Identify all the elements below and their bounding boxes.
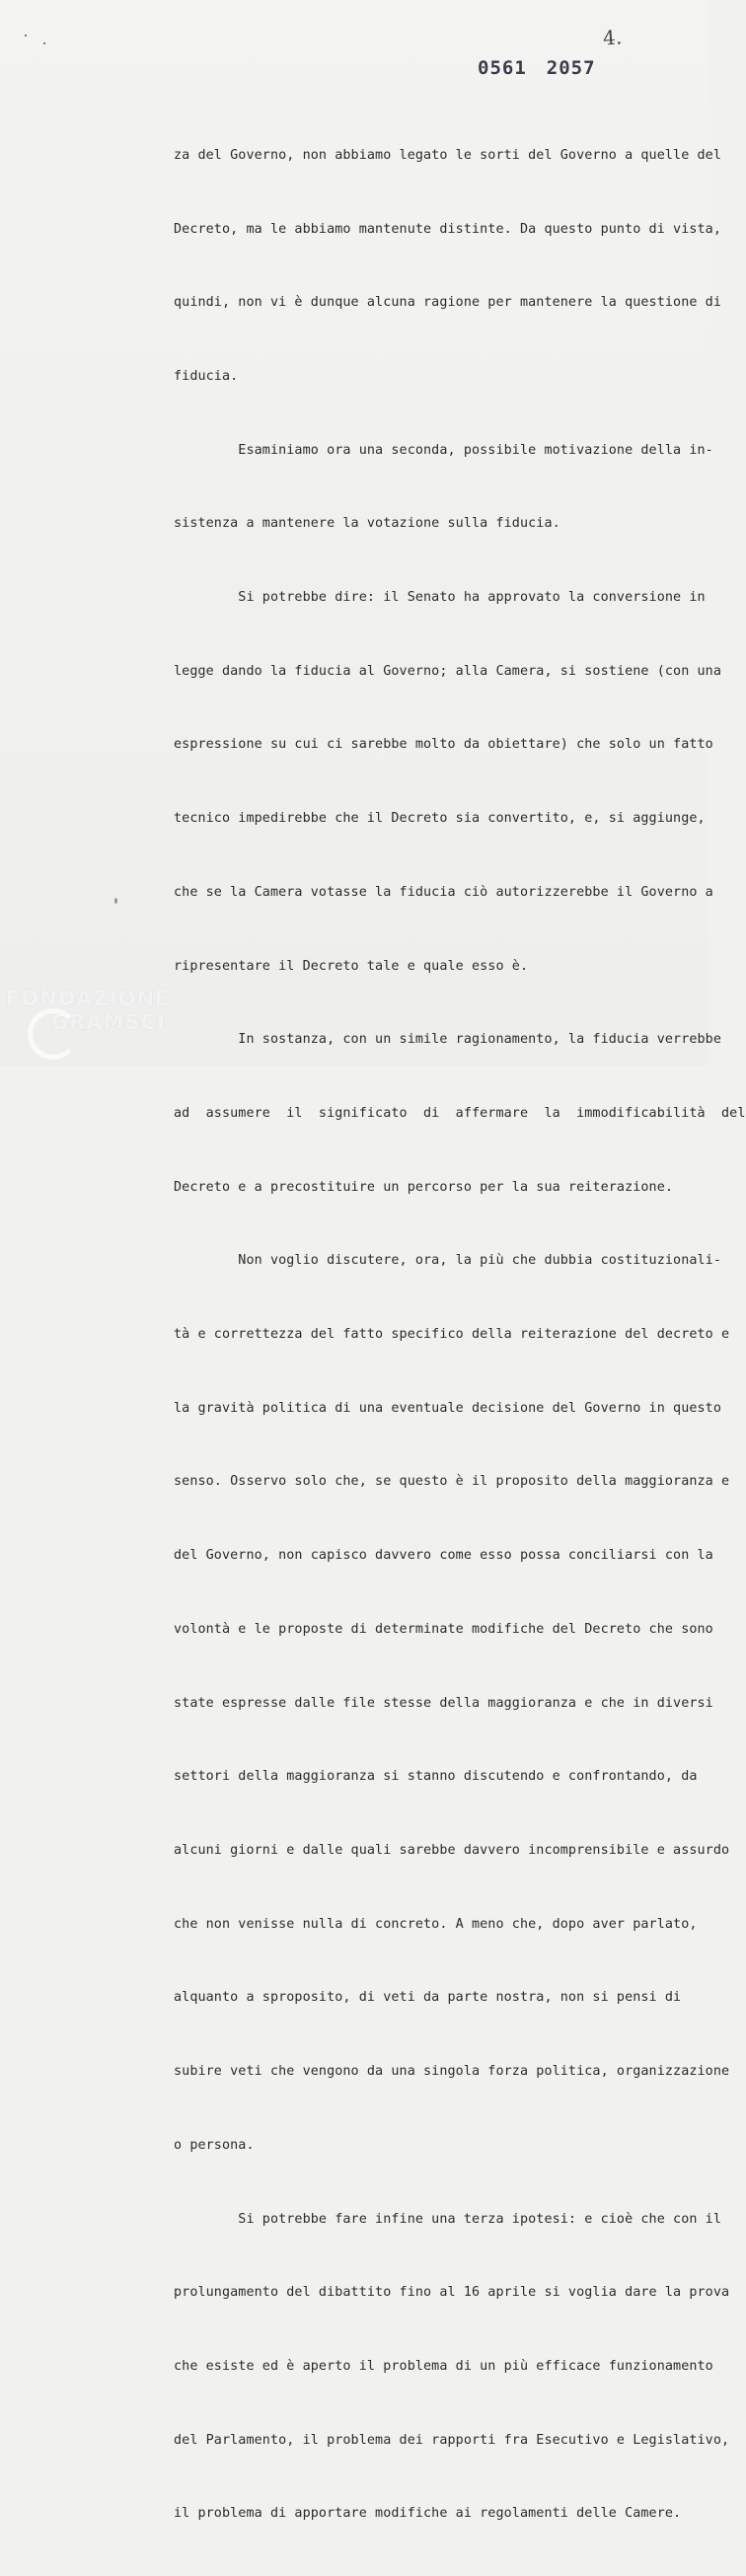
text-line: espressione su cui ci sarebbe molto da obiettare) che solo un fatto (174, 737, 713, 753)
watermark-line-2: GRAMSCI (51, 1010, 166, 1034)
text-line: volontà e le proposte di determinate modifiche del Decreto che sono (174, 1621, 713, 1637)
text-line: prolungamento del dibattito fino al 16 aprile si voglia dare la prova (174, 2285, 730, 2301)
text-line: Non voglio discutere, ora, la più che dubbia costituzionali- (174, 1253, 722, 1269)
text-line: Si potrebbe fare infine una terza ipotesi: e cioè che con il (174, 2211, 722, 2227)
text-line: subire veti che vengono da una singola forza politica, organizzazione (174, 2064, 730, 2080)
text-line: tecnico impedirebbe che il Decreto sia convertito, e, si aggiunge, (174, 811, 706, 827)
text-line: state espresse dalle file stesse della maggioranza e che in diversi (174, 1695, 713, 1711)
text-line: quindi, non vi è dunque alcuna ragione per mantenere la questione di (174, 295, 722, 311)
text-line: ripresentare il Decreto tale e quale esso è. (174, 958, 529, 974)
text-line: ad assumere il significato di affermare la immodificabilità del (174, 1105, 746, 1121)
text-line: fiducia. (174, 368, 239, 384)
text-line: che non venisse nulla di concreto. A meno che, dopo aver parlato, (174, 1916, 698, 1932)
text-line: settori della maggioranza si stanno discutendo e confrontando, da (174, 1769, 698, 1785)
foundation-watermark-logo (6, 987, 170, 1034)
text-line: del Parlamento, il problema dei rapporti fra Esecutivo e Legislativo, (174, 2432, 730, 2448)
text-line: sistenza a mantenere la votazione sulla fiducia. (174, 516, 560, 532)
typed-text-body (174, 95, 746, 2576)
text-line: o persona. (174, 2137, 255, 2153)
handwritten-page-number: 4. (602, 25, 623, 50)
text-line: che esiste ed è aperto il problema di un più efficace funzionamento (174, 2358, 713, 2374)
watermark-line-1: FONDAZIONE (6, 987, 171, 1010)
text-line: senso. Osservo solo che, se questo è il proposito della maggioranza e (174, 1474, 730, 1490)
stamp-number-1: 0561 (478, 57, 527, 79)
paper-speck (43, 42, 45, 44)
text-line: Esaminiamo ora una seconda, possibile motivazione della in- (174, 442, 713, 458)
text-line: del Governo, non capisco davvero come esso possa conciliarsi con la (174, 1548, 713, 1564)
text-line: za del Governo, non abbiamo legato le sorti del Governo a quelle del (174, 147, 722, 163)
archive-stamp (478, 57, 616, 79)
text-line: il problema di apportare modifiche ai regolamenti delle Camere. (174, 2506, 682, 2522)
text-line: tà e correttezza del fatto specifico della reiterazione del decreto e (174, 1327, 730, 1343)
paper-speck (114, 898, 117, 904)
text-line: che se la Camera votasse la fiducia ciò autorizzerebbe il Governo a (174, 884, 713, 900)
stamp-number-2: 2057 (546, 57, 596, 79)
paper-speck (25, 35, 27, 37)
text-line: alcuni giorni e dalle quali sarebbe davvero incomprensibile e assurdo (174, 1842, 730, 1858)
text-line: legge dando la fiducia al Governo; alla Camera, si sostiene (con una (174, 663, 722, 679)
watermark-g-icon (28, 1008, 79, 1060)
text-line: Decreto e a precostituire un percorso per la sua reiterazione. (174, 1179, 674, 1195)
text-line: alquanto a sproposito, di veti da parte nostra, non si pensi di (174, 1990, 682, 2006)
text-line: In sostanza, con un simile ragionamento, la fiducia verrebbe (174, 1032, 722, 1048)
text-line: la gravità politica di una eventuale decisione del Governo in questo (174, 1400, 722, 1416)
text-line: Decreto, ma le abbiamo mantenute distinte. Da questo punto di vista, (174, 221, 722, 237)
text-line: Si potrebbe dire: il Senato ha approvato la conversione in (174, 590, 706, 606)
